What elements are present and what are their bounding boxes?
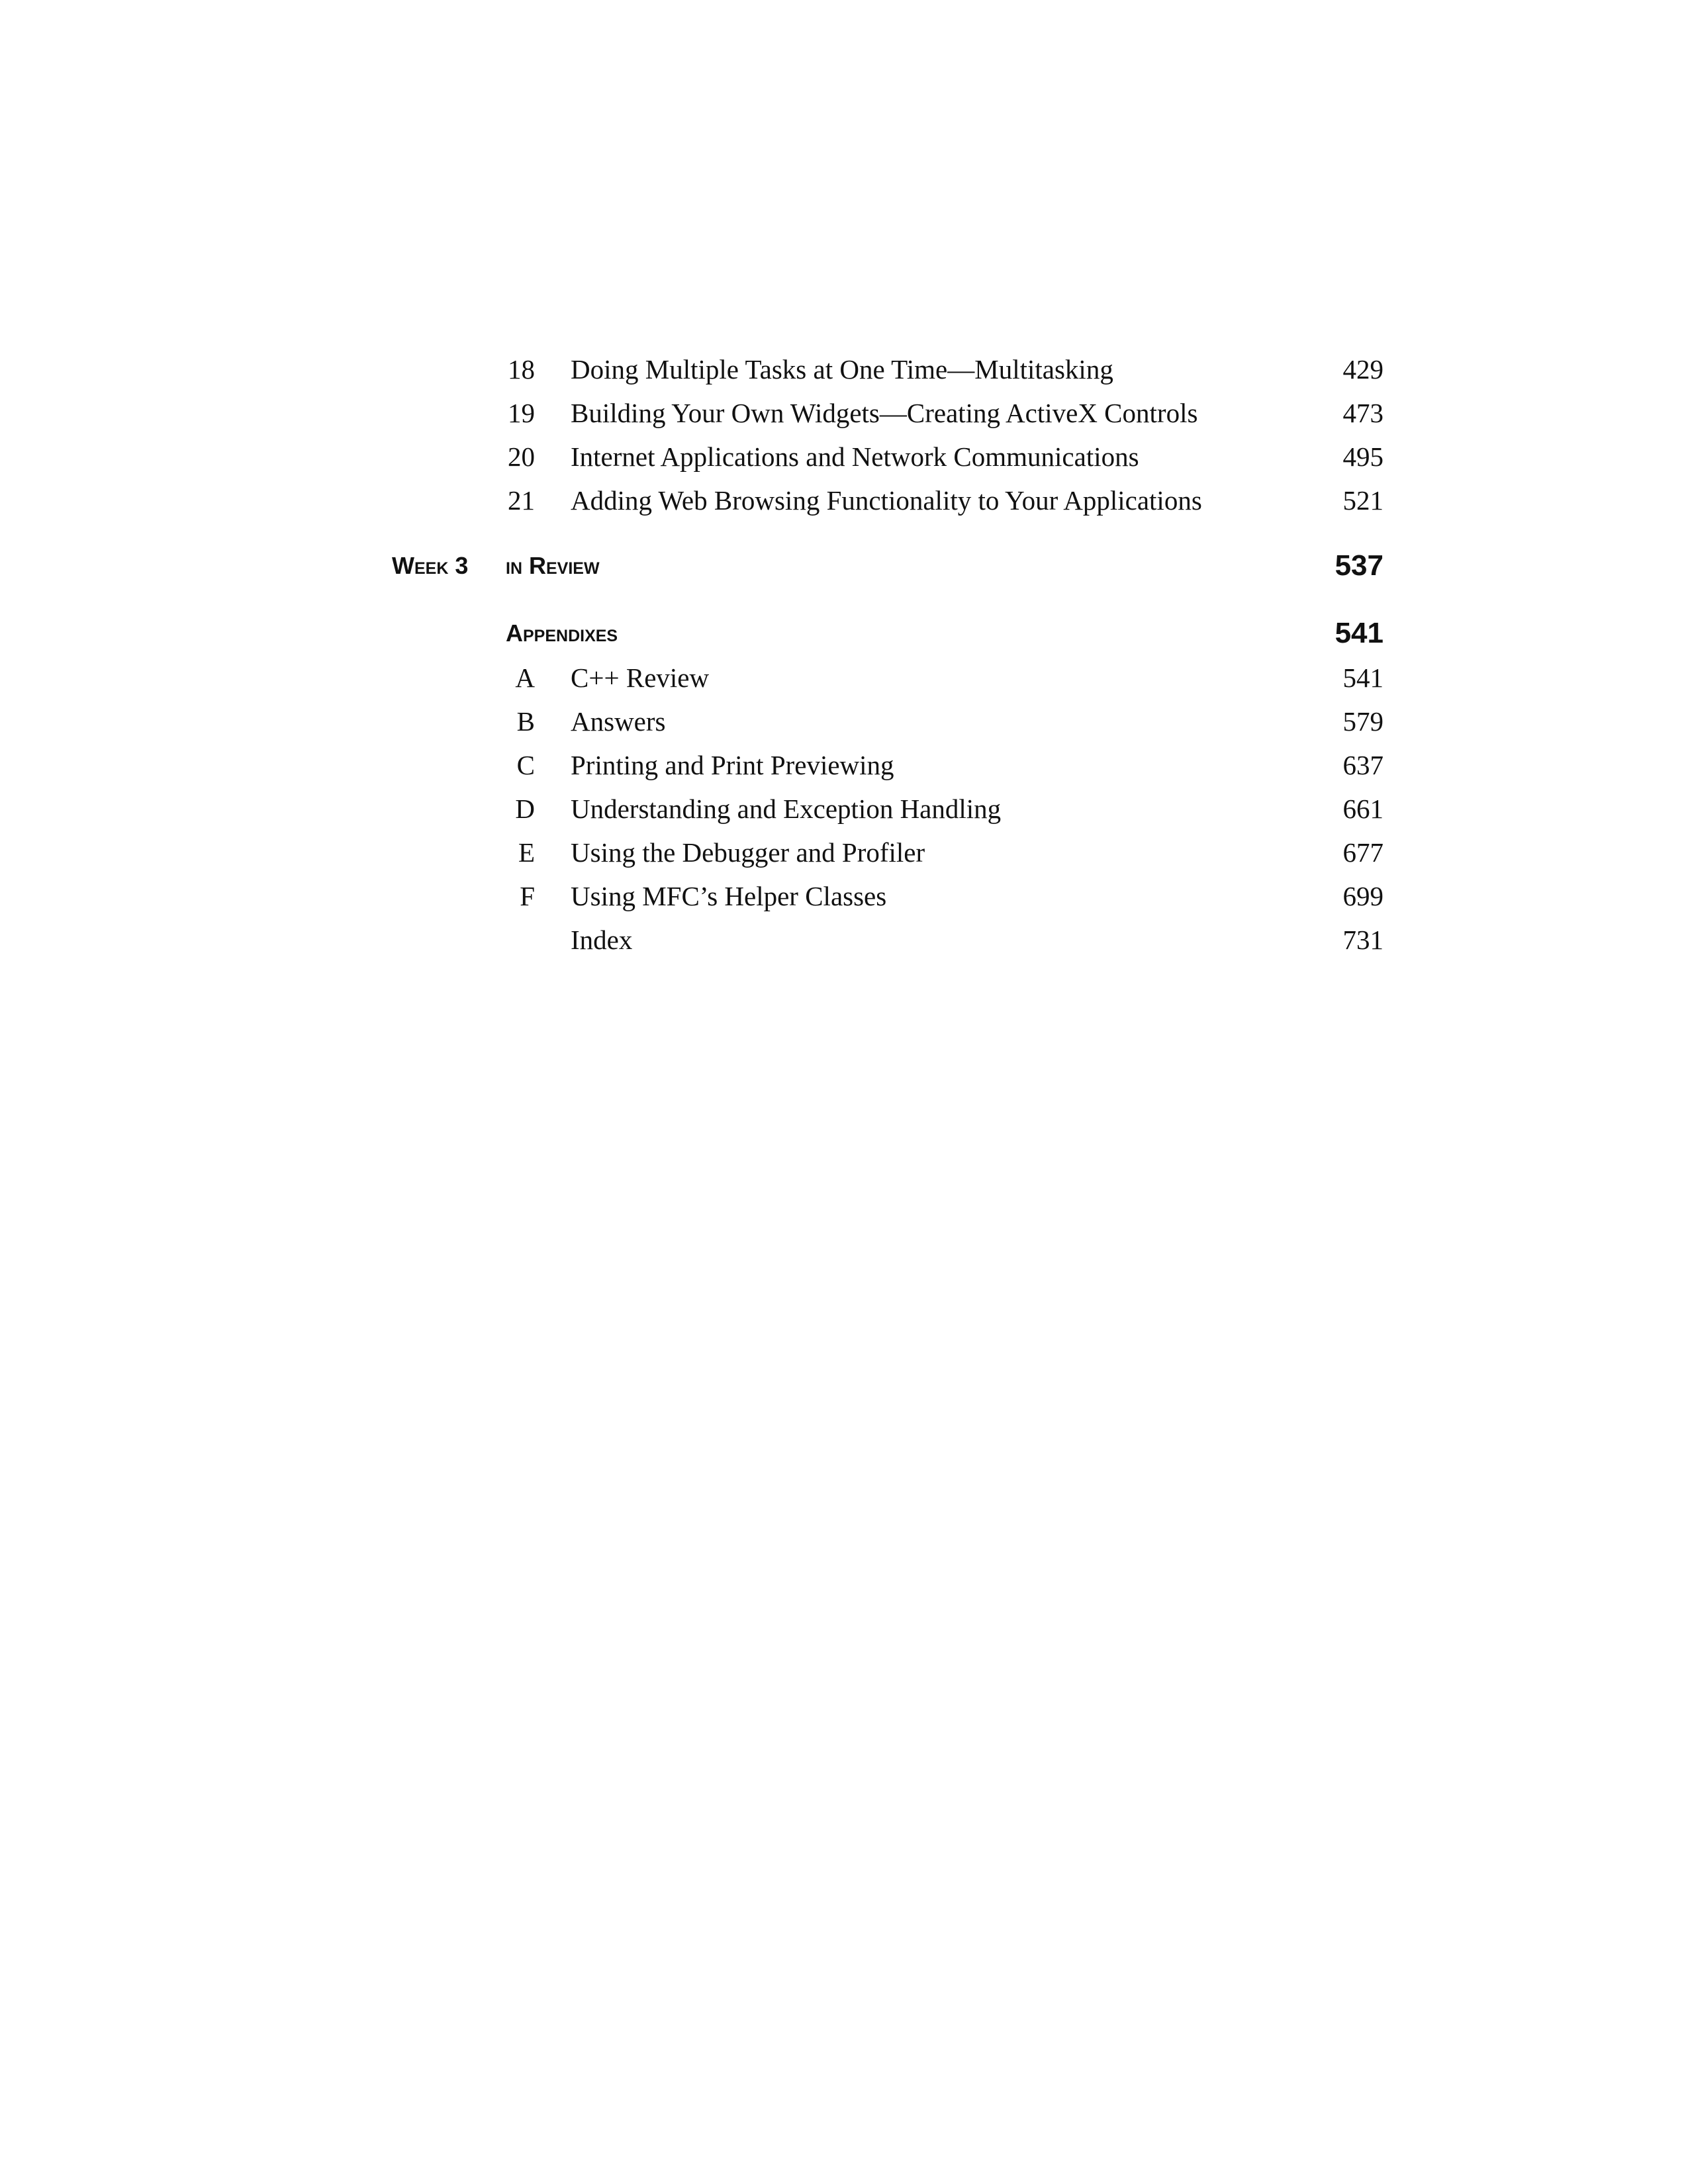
chapter-number: 19: [508, 398, 535, 428]
week-page-number: 537: [1335, 549, 1383, 582]
page-number: 473: [1342, 398, 1383, 428]
appendix-title: Using the Debugger and Profiler: [571, 837, 925, 868]
chapter-number: 18: [508, 354, 535, 385]
page-number: 429: [1342, 354, 1383, 385]
page-number: 731: [1342, 925, 1383, 955]
toc-entry-appendix-f[interactable]: [0, 874, 1688, 918]
appendix-title: C++ Review: [571, 662, 710, 693]
toc-entry-appendix-d[interactable]: [0, 787, 1688, 831]
appendix-letter: D: [515, 794, 535, 824]
appendixes-page-number: 541: [1335, 617, 1383, 649]
page-number: 541: [1342, 662, 1383, 693]
appendix-letter: F: [520, 881, 535, 911]
toc-entry-index[interactable]: [0, 918, 1688, 962]
appendix-title: Understanding and Exception Handling: [571, 794, 1002, 824]
appendix-letter: E: [518, 837, 535, 868]
appendix-letter: A: [515, 662, 535, 693]
appendix-title: Using MFC’s Helper Classes: [571, 881, 887, 911]
week-heading: Week 3: [392, 552, 469, 579]
appendix-letter: C: [516, 750, 535, 780]
chapter-number: 21: [508, 485, 535, 516]
toc-entry-appendix-c[interactable]: [0, 743, 1688, 787]
page-number: 521: [1342, 485, 1383, 516]
appendixes-heading: Appendixes: [506, 619, 618, 647]
toc-entry-appendix-b[interactable]: [0, 700, 1688, 743]
toc-entry-week-review[interactable]: [0, 544, 1688, 588]
chapter-title: Building Your Own Widgets—Creating ActiveX Controls: [571, 398, 1198, 428]
page-number: 495: [1342, 441, 1383, 472]
page-number: 579: [1342, 706, 1383, 737]
page-number: 637: [1342, 750, 1383, 780]
chapter-title: Doing Multiple Tasks at One Time—Multitasking: [571, 354, 1113, 385]
chapter-number: 20: [508, 441, 535, 472]
chapter-title: Adding Web Browsing Functionality to Your Applications: [571, 485, 1202, 516]
toc-entry-chapter-18[interactable]: [0, 347, 1688, 391]
page-number: 699: [1342, 881, 1383, 911]
appendix-title: Printing and Print Previewing: [571, 750, 894, 780]
page-number: 677: [1342, 837, 1383, 868]
toc-entry-chapter-19[interactable]: [0, 391, 1688, 435]
week-heading-subtitle: in Review: [506, 552, 600, 579]
chapter-title: Internet Applications and Network Communications: [571, 441, 1139, 472]
appendix-letter: B: [516, 706, 535, 737]
index-title: Index: [571, 925, 633, 955]
toc-entry-chapter-21[interactable]: [0, 478, 1688, 522]
toc-entry-appendix-e[interactable]: [0, 831, 1688, 874]
page-number: 661: [1342, 794, 1383, 824]
toc-entry-chapter-20[interactable]: [0, 435, 1688, 478]
toc-entry-appendix-a[interactable]: [0, 656, 1688, 700]
toc-section-appendixes[interactable]: [0, 612, 1688, 655]
appendix-title: Answers: [571, 706, 666, 737]
